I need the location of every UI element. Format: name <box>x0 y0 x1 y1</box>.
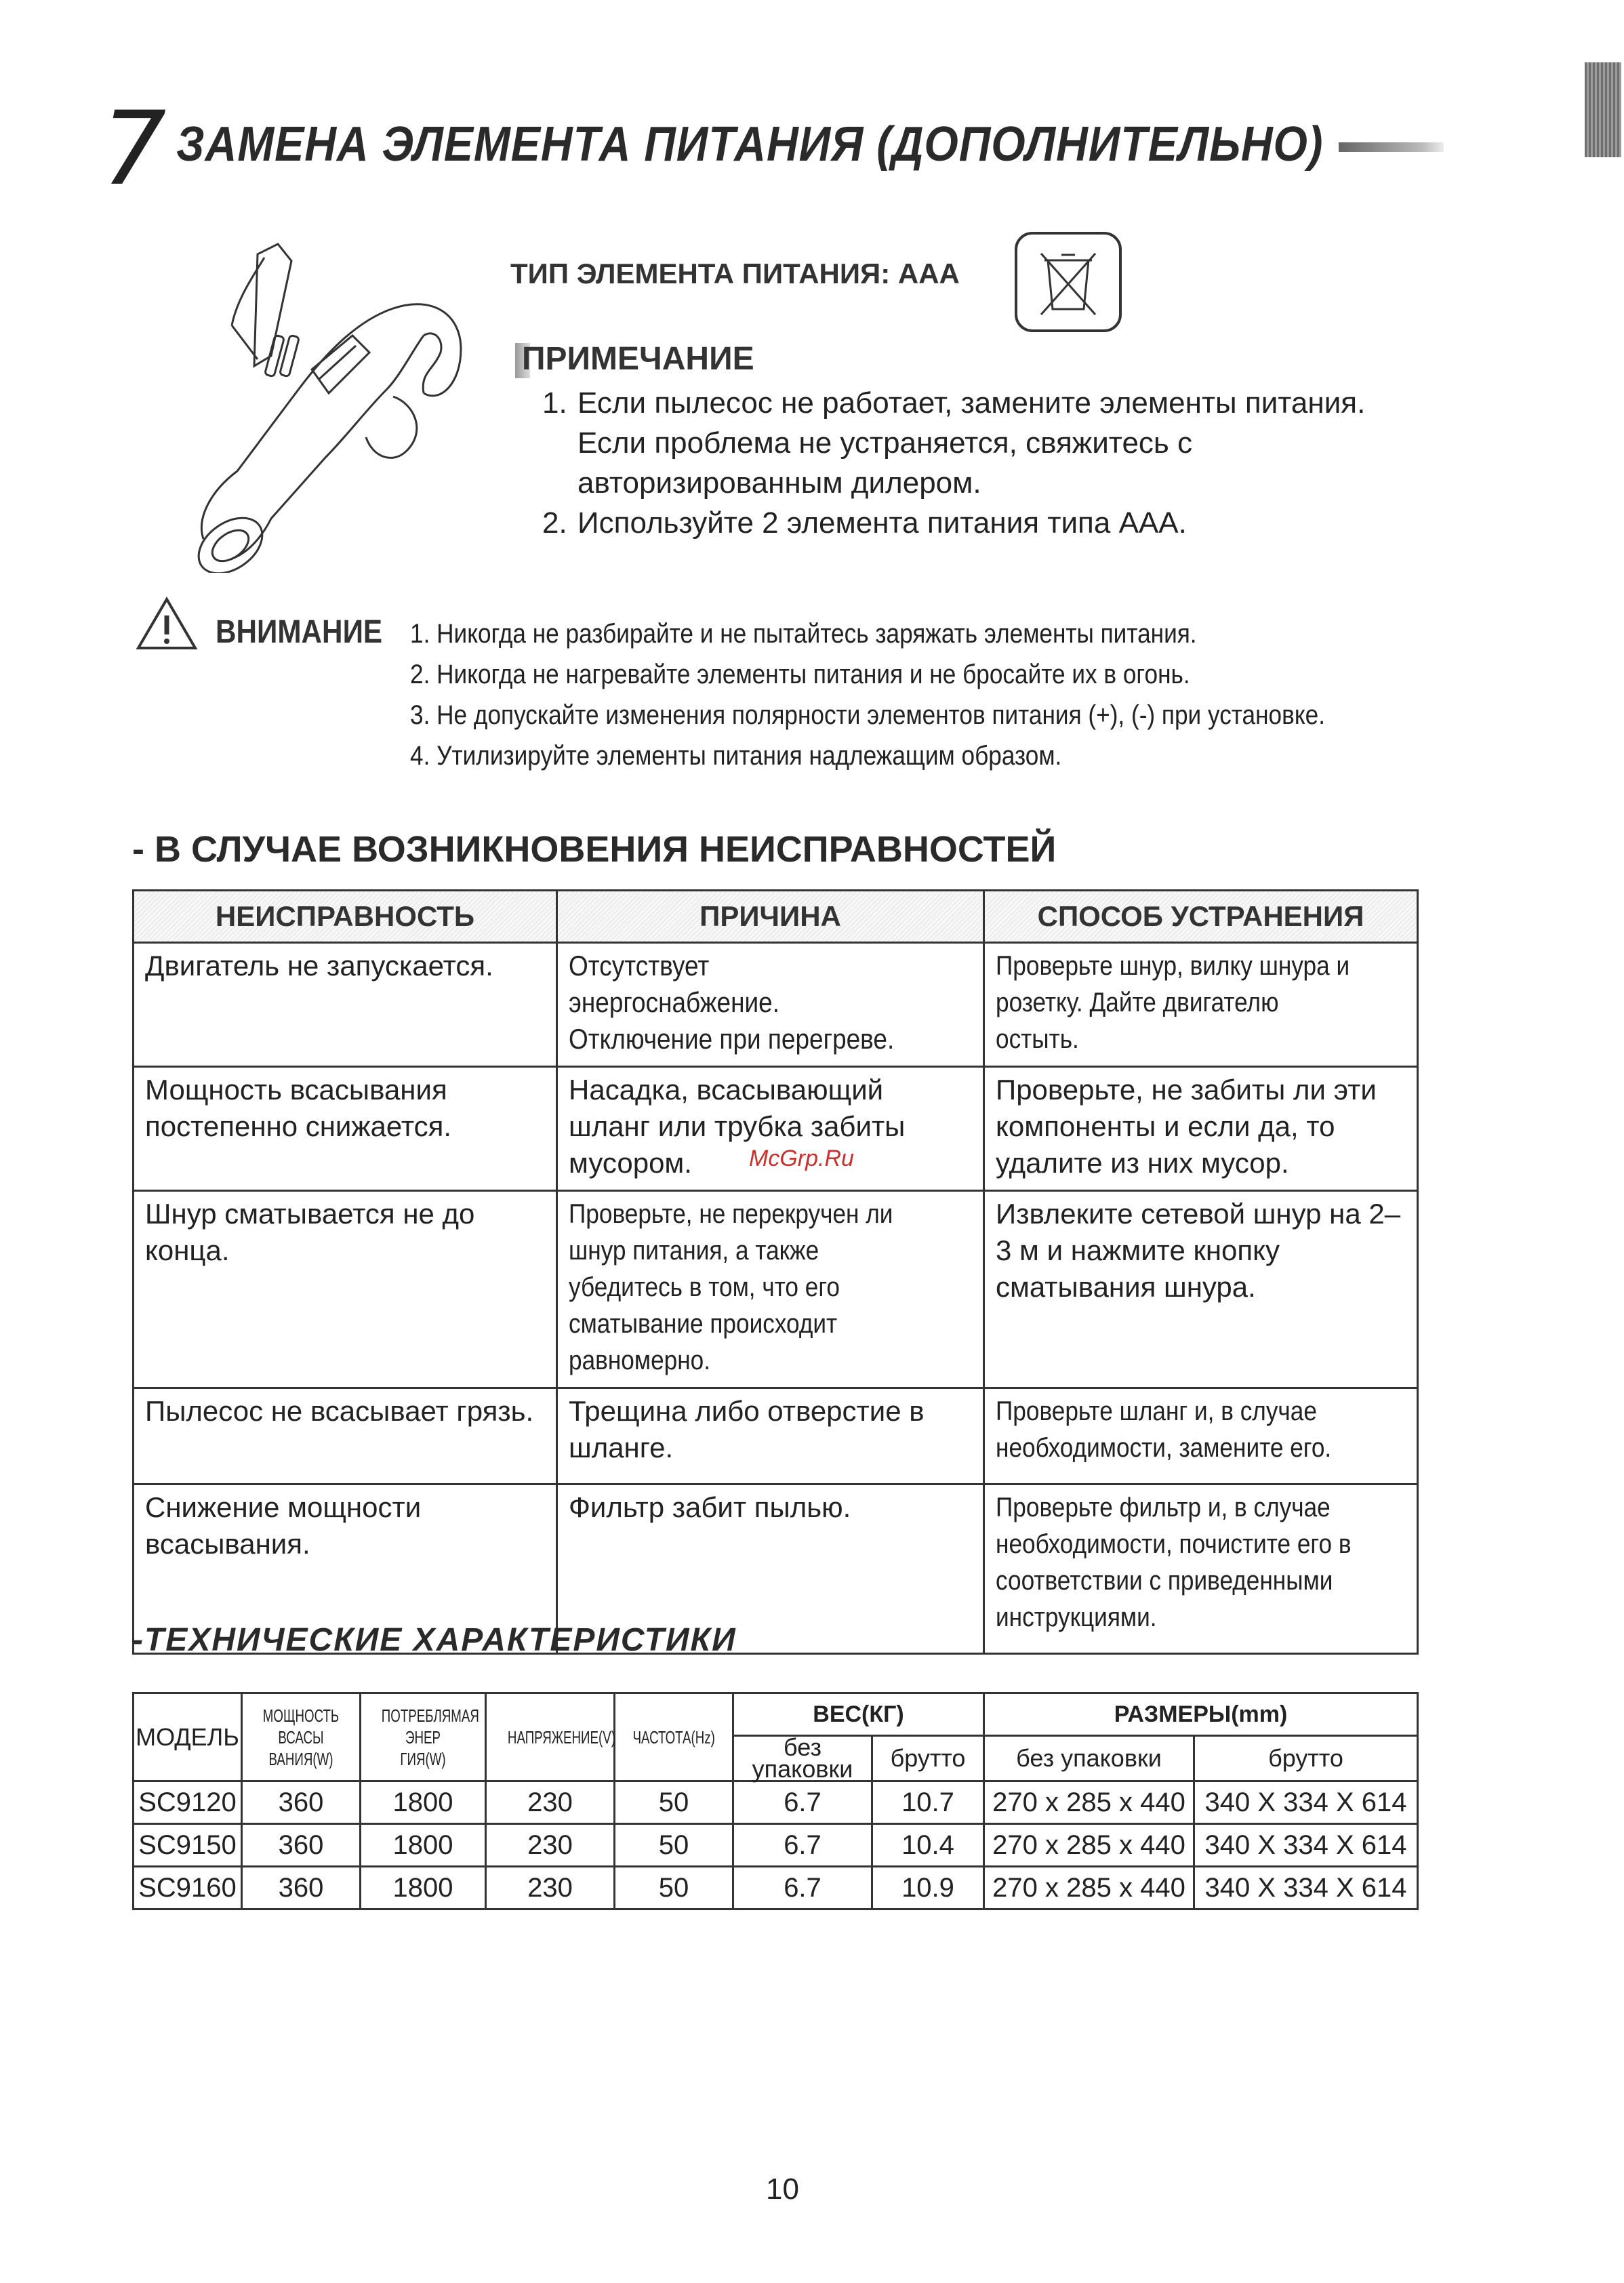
remedy-cell: Проверьте фильтр и, в случае необходимости, почистите его в соответствии с приведенными инструкциями. <box>984 1484 1418 1654</box>
voltage-header: НАПРЯЖЕНИЕ(V) <box>486 1693 615 1781</box>
suction-cell: 360 <box>242 1781 361 1824</box>
troubleshooting-table <box>132 889 1419 1655</box>
cause-cell: Отсутствует энергоснабжение. Отключение при перегреве. <box>557 943 984 1067</box>
frequency-header: ЧАСТОТА(Hz) <box>615 1693 733 1781</box>
specs-table <box>132 1692 1419 1910</box>
table-header-row <box>134 891 1418 943</box>
cause-cell: Проверьте, не перекручен ли шнур питания, а также убедитесь в том, что его сматывание происходит равномерно. <box>557 1191 984 1388</box>
power-cell: 1800 <box>361 1824 486 1867</box>
dim-gross-cell: 340 X 334 X 614 <box>1194 1867 1418 1910</box>
dim-net-cell: 270 x 285 x 440 <box>984 1824 1194 1867</box>
model-cell: SC9160 <box>134 1867 242 1910</box>
page-number: 10 <box>766 2173 799 2206</box>
model-cell: SC9120 <box>134 1781 242 1824</box>
remedy-cell: Проверьте шланг и, в случае необходимости, замените его. <box>984 1388 1418 1484</box>
caution-item: 2. Никогда не нагревайте элементы питания и не бросайте их в огонь. <box>410 660 1190 689</box>
table-row <box>134 1067 1418 1191</box>
fault-cell: Мощность всасывания постепенно снижается. <box>134 1067 557 1191</box>
specs-heading: -ТЕХНИЧЕСКИЕ ХАРАКТЕРИСТИКИ <box>132 1622 737 1658</box>
dim-net-header: без упаковки <box>984 1736 1194 1781</box>
weight-gross-cell: 10.9 <box>872 1867 984 1910</box>
remedy-cell: Проверьте, не забиты ли эти компоненты и если да, то удалите из них мусор. <box>984 1067 1418 1191</box>
cause-cell: Фильтр забит пылью. <box>557 1484 984 1654</box>
cause-cell: Насадка, всасывающий шланг или трубка забиты мусором. <box>557 1067 984 1191</box>
side-tab-marker <box>1585 62 1621 157</box>
battery-disposal-icon <box>1015 232 1122 332</box>
cause-cell: Трещина либо отверстие в шланге. <box>557 1388 984 1484</box>
frequency-cell: 50 <box>615 1781 733 1824</box>
column-header: СПОСОБ УСТРАНЕНИЯ <box>984 891 1418 943</box>
warning-triangle-icon <box>134 595 199 652</box>
column-header: НЕИСПРАВНОСТЬ <box>134 891 557 943</box>
handle-battery-illustration <box>190 234 495 573</box>
frequency-cell: 50 <box>615 1824 733 1867</box>
caution-list <box>410 613 1325 776</box>
table-row <box>134 1781 1418 1824</box>
dim-gross-header: брутто <box>1194 1736 1418 1781</box>
fault-cell: Снижение мощности всасывания. <box>134 1484 557 1654</box>
power-cell: 1800 <box>361 1781 486 1824</box>
power-cell: 1800 <box>361 1867 486 1910</box>
dim-gross-cell: 340 X 334 X 614 <box>1194 1824 1418 1867</box>
column-header: ПРИЧИНА <box>557 891 984 943</box>
remedy-cell: Извлеките сетевой шнур на 2–3 м и нажмите кнопку сматывания шнура. <box>984 1191 1418 1388</box>
model-header: МОДЕЛЬ <box>134 1693 242 1781</box>
weight-header: ВЕС(КГ) <box>733 1693 984 1736</box>
voltage-cell: 230 <box>486 1824 615 1867</box>
note-item: 2. Используйте 2 элемента питания типа ААА. <box>542 506 1187 540</box>
weight-net-cell: 6.7 <box>733 1824 872 1867</box>
specs-header-row <box>134 1693 1418 1736</box>
note-heading: ПРИМЕЧАНИЕ <box>522 341 754 377</box>
caution-label: ВНИМАНИЕ <box>216 614 383 650</box>
table-row <box>134 1867 1418 1910</box>
weight-gross-cell: 10.7 <box>872 1781 984 1824</box>
model-cell: SC9150 <box>134 1824 242 1867</box>
note-list <box>542 383 1423 543</box>
suction-header: МОЩНОСТЬ ВСАСЫ ВАНИЯ(W) <box>242 1693 361 1781</box>
title-decoration-bar <box>1339 142 1444 152</box>
weight-net-header: без упаковки <box>733 1736 872 1781</box>
chapter-number: 7 <box>102 90 167 208</box>
troubleshooting-heading: - В СЛУЧАЕ ВОЗНИКНОВЕНИЯ НЕИСПРАВНОСТЕЙ <box>132 829 1057 870</box>
battery-type-label: ТИП ЭЛЕМЕНТА ПИТАНИЯ: ААА <box>510 258 960 289</box>
dim-gross-cell: 340 X 334 X 614 <box>1194 1781 1418 1824</box>
caution-item: 1. Никогда не разбирайте и не пытайтесь заряжать элементы питания. <box>410 619 1197 649</box>
dim-net-cell: 270 x 285 x 440 <box>984 1867 1194 1910</box>
fault-cell: Шнур сматывается не до конца. <box>134 1191 557 1388</box>
table-row <box>134 1824 1418 1867</box>
power-header: ПОТРЕБЛЯМАЯ ЭНЕР ГИЯ(W) <box>361 1693 486 1781</box>
weight-gross-header: брутто <box>872 1736 984 1781</box>
table-row <box>134 943 1418 1067</box>
fault-cell: Пылесос не всасывает грязь. <box>134 1388 557 1484</box>
dimensions-header: РАЗМЕРЫ(mm) <box>984 1693 1418 1736</box>
note-item: 1. Если пылесос не работает, замените элементы питания. Если проблема не устраняется, свяжитесь с авторизированным дилером. <box>542 386 1366 500</box>
caution-item: 4. Утилизируйте элементы питания надлежащим образом. <box>410 741 1062 771</box>
weight-gross-cell: 10.4 <box>872 1824 984 1867</box>
voltage-cell: 230 <box>486 1867 615 1910</box>
weight-net-cell: 6.7 <box>733 1867 872 1910</box>
suction-cell: 360 <box>242 1867 361 1910</box>
chapter-title: ЗАМЕНА ЭЛЕМЕНТА ПИТАНИЯ (ДОПОЛНИТЕЛЬНО) <box>176 117 1324 171</box>
fault-cell: Двигатель не запускается. <box>134 943 557 1067</box>
suction-cell: 360 <box>242 1824 361 1867</box>
voltage-cell: 230 <box>486 1781 615 1824</box>
dim-net-cell: 270 x 285 x 440 <box>984 1781 1194 1824</box>
remedy-cell: Проверьте шнур, вилку шнура и розетку. Дайте двигателю остыть. <box>984 943 1418 1067</box>
table-row <box>134 1388 1418 1484</box>
caution-item: 3. Не допускайте изменения полярности элементов питания (+), (-) при установке. <box>410 700 1325 730</box>
table-row <box>134 1191 1418 1388</box>
frequency-cell: 50 <box>615 1867 733 1910</box>
weight-net-cell: 6.7 <box>733 1781 872 1824</box>
watermark: McGrp.Ru <box>749 1146 854 1171</box>
